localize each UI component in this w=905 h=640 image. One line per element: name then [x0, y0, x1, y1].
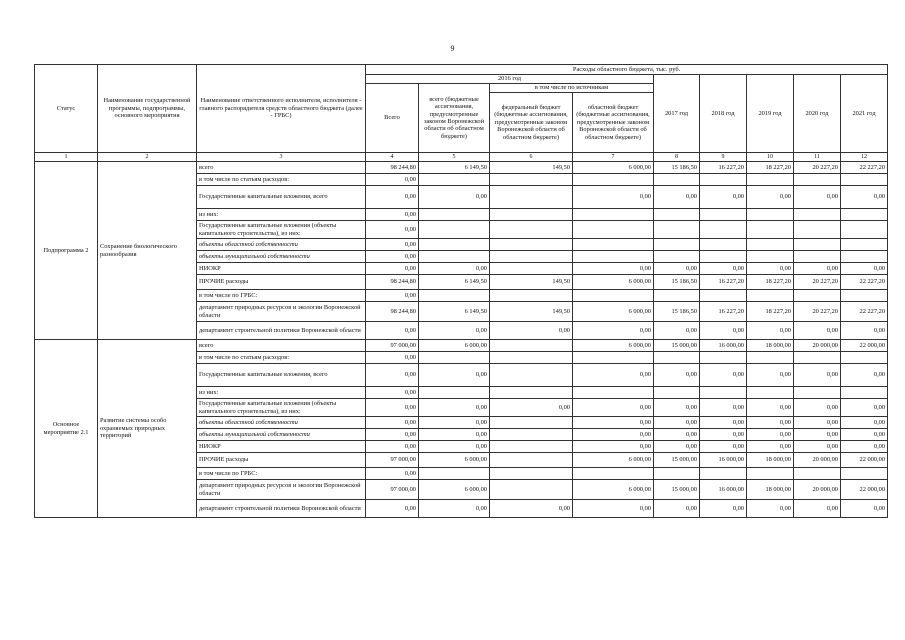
value-cell [490, 387, 573, 399]
value-cell: 0,00 [747, 364, 794, 387]
value-cell [573, 251, 654, 263]
value-cell: 18 227,20 [747, 275, 794, 290]
value-cell: 0,00 [747, 322, 794, 340]
column-index-cell: 7 [573, 153, 654, 162]
value-cell [419, 251, 490, 263]
header-col-all: всего (бюджетные ассигнования, предусмотренные законом Воронежской области об областном бюджете) [419, 84, 490, 153]
value-cell: 0,00 [841, 263, 888, 275]
value-cell: 0,00 [573, 500, 654, 518]
value-cell: 98 244,80 [366, 162, 419, 174]
value-cell: 0,00 [700, 500, 747, 518]
value-cell: 0,00 [366, 174, 419, 186]
value-cell: 0,00 [841, 500, 888, 518]
value-cell: 0,00 [366, 364, 419, 387]
value-cell [573, 209, 654, 221]
value-cell [419, 387, 490, 399]
header-2017: 2017 год [654, 75, 700, 153]
value-cell [794, 174, 841, 186]
value-cell [747, 239, 794, 251]
table-row [35, 162, 888, 174]
value-cell: 15 000,00 [654, 453, 700, 468]
header-year-2016: 2016 год [366, 75, 654, 84]
value-cell: 0,00 [794, 263, 841, 275]
value-cell: 98 244,80 [366, 302, 419, 322]
value-cell [573, 174, 654, 186]
value-cell: 149,50 [490, 275, 573, 290]
value-cell [490, 468, 573, 480]
value-cell: 0,00 [654, 263, 700, 275]
row-label: в том числе по статьям расходов: [197, 174, 366, 186]
value-cell: 0,00 [573, 441, 654, 453]
value-cell [841, 468, 888, 480]
header-total: Всего [366, 84, 419, 153]
value-cell [654, 174, 700, 186]
value-cell: 0,00 [794, 417, 841, 429]
value-cell: 0,00 [747, 500, 794, 518]
value-cell [490, 221, 573, 239]
value-cell: 0,00 [366, 429, 419, 441]
value-cell: 15 186,50 [654, 275, 700, 290]
value-cell: 0,00 [419, 500, 490, 518]
value-cell: 16 000,00 [700, 340, 747, 352]
value-cell: 0,00 [747, 417, 794, 429]
value-cell: 0,00 [419, 399, 490, 417]
value-cell: 0,00 [700, 186, 747, 209]
value-cell: 97 000,00 [366, 480, 419, 500]
row-label: департамент строительной политики Воронежской области [197, 322, 366, 340]
row-label: всего [197, 162, 366, 174]
column-index-cell: 4 [366, 153, 419, 162]
value-cell: 6 000,00 [573, 453, 654, 468]
group-name: Развитие системы особо охраняемых природных территорий [98, 340, 197, 518]
value-cell: 0,00 [841, 186, 888, 209]
value-cell: 0,00 [573, 322, 654, 340]
value-cell [490, 429, 573, 441]
value-cell: 0,00 [794, 441, 841, 453]
value-cell: 0,00 [366, 322, 419, 340]
value-cell [747, 387, 794, 399]
value-cell [654, 209, 700, 221]
value-cell [654, 468, 700, 480]
value-cell [419, 352, 490, 364]
row-label: объекты областной собственности [197, 417, 366, 429]
value-cell [841, 239, 888, 251]
value-cell: 22 000,00 [841, 480, 888, 500]
value-cell [794, 290, 841, 302]
value-cell: 6 000,00 [573, 302, 654, 322]
value-cell: 0,00 [366, 441, 419, 453]
value-cell [654, 352, 700, 364]
column-index-cell: 11 [794, 153, 841, 162]
value-cell [841, 251, 888, 263]
value-cell: 15 186,50 [654, 302, 700, 322]
value-cell [654, 251, 700, 263]
value-cell: 0,00 [700, 429, 747, 441]
value-cell: 22 227,20 [841, 275, 888, 290]
value-cell: 15 186,50 [654, 162, 700, 174]
value-cell: 6 000,00 [419, 453, 490, 468]
value-cell: 22 227,20 [841, 302, 888, 322]
value-cell: 20 000,00 [794, 453, 841, 468]
value-cell: 149,50 [490, 162, 573, 174]
value-cell: 15 000,00 [654, 340, 700, 352]
row-label: Государственные капитальные вложения, всего [197, 186, 366, 209]
value-cell: 6 149,50 [419, 162, 490, 174]
value-cell: 0,00 [841, 441, 888, 453]
value-cell: 0,00 [747, 263, 794, 275]
value-cell [419, 209, 490, 221]
value-cell [573, 468, 654, 480]
value-cell: 18 000,00 [747, 480, 794, 500]
row-label: объекты муниципальной собственности [197, 429, 366, 441]
header-by-sources: в том числе по источникам [490, 84, 654, 93]
value-cell [794, 251, 841, 263]
column-index-cell: 1 [35, 153, 98, 162]
value-cell: 6 000,00 [573, 480, 654, 500]
value-cell: 0,00 [654, 322, 700, 340]
value-cell: 16 227,20 [700, 275, 747, 290]
value-cell [700, 468, 747, 480]
value-cell [841, 209, 888, 221]
column-index-cell: 6 [490, 153, 573, 162]
row-label: департамент природных ресурсов и экологии Воронежской области [197, 480, 366, 500]
value-cell: 0,00 [700, 441, 747, 453]
value-cell: 22 000,00 [841, 453, 888, 468]
value-cell: 16 000,00 [700, 453, 747, 468]
value-cell [747, 468, 794, 480]
value-cell: 6 000,00 [573, 275, 654, 290]
column-index-cell: 2 [98, 153, 197, 162]
value-cell: 20 000,00 [794, 480, 841, 500]
header-col-regional: областной бюджет (бюджетные ассигнования, предусмотренные законом Воронежской области об областном бюджете) [573, 93, 654, 153]
value-cell [794, 387, 841, 399]
value-cell: 0,00 [841, 322, 888, 340]
value-cell: 0,00 [654, 399, 700, 417]
value-cell: 22 000,00 [841, 340, 888, 352]
value-cell: 0,00 [419, 429, 490, 441]
table-body [35, 162, 888, 518]
value-cell: 6 000,00 [573, 340, 654, 352]
value-cell: 0,00 [366, 186, 419, 209]
header-executor: Наименование ответственного исполнителя, исполнителя - главного распорядителя средств областного бюджета (далее - ГРБС) [197, 65, 366, 153]
value-cell [573, 290, 654, 302]
value-cell: 0,00 [700, 417, 747, 429]
value-cell [794, 239, 841, 251]
row-label: Государственные капитальные вложения (объекты капитального строительства), из них: [197, 221, 366, 239]
row-label: ПРОЧИЕ расходы [197, 275, 366, 290]
value-cell: 0,00 [366, 399, 419, 417]
row-label: департамент природных ресурсов и экологии Воронежской области [197, 302, 366, 322]
value-cell [747, 221, 794, 239]
value-cell: 0,00 [573, 364, 654, 387]
value-cell [700, 209, 747, 221]
value-cell: 0,00 [747, 186, 794, 209]
value-cell: 16 000,00 [700, 480, 747, 500]
column-index-cell: 5 [419, 153, 490, 162]
row-label: всего [197, 340, 366, 352]
value-cell [490, 352, 573, 364]
value-cell: 0,00 [490, 399, 573, 417]
value-cell: 6 149,50 [419, 302, 490, 322]
value-cell [794, 209, 841, 221]
value-cell [841, 174, 888, 186]
value-cell: 0,00 [573, 399, 654, 417]
value-cell: 0,00 [700, 399, 747, 417]
value-cell [700, 221, 747, 239]
value-cell [419, 174, 490, 186]
value-cell [747, 174, 794, 186]
value-cell: 0,00 [654, 186, 700, 209]
value-cell: 20 227,20 [794, 275, 841, 290]
value-cell [654, 221, 700, 239]
value-cell: 98 244,80 [366, 275, 419, 290]
value-cell [794, 468, 841, 480]
value-cell [654, 290, 700, 302]
header-status: Статус [35, 65, 98, 153]
value-cell: 16 227,20 [700, 162, 747, 174]
value-cell: 0,00 [419, 263, 490, 275]
budget-table [34, 64, 888, 518]
value-cell: 0,00 [490, 322, 573, 340]
value-cell: 18 227,20 [747, 302, 794, 322]
value-cell [841, 387, 888, 399]
value-cell [841, 221, 888, 239]
value-cell [490, 186, 573, 209]
value-cell: 0,00 [573, 417, 654, 429]
value-cell: 0,00 [794, 186, 841, 209]
row-label: объекты муниципальной собственности [197, 251, 366, 263]
value-cell: 0,00 [700, 263, 747, 275]
value-cell: 0,00 [654, 429, 700, 441]
value-cell: 0,00 [573, 186, 654, 209]
value-cell [654, 387, 700, 399]
value-cell [490, 340, 573, 352]
value-cell [747, 352, 794, 364]
value-cell [490, 417, 573, 429]
value-cell: 149,50 [490, 302, 573, 322]
value-cell: 0,00 [366, 352, 419, 364]
header-program-name: Наименование государственной программы, подпрограммы, основного мероприятия [98, 65, 197, 153]
value-cell: 18 227,20 [747, 162, 794, 174]
row-label: в том числе по ГРБС: [197, 290, 366, 302]
table-row [35, 340, 888, 352]
value-cell: 0,00 [419, 441, 490, 453]
table-header [35, 65, 888, 153]
value-cell [654, 239, 700, 251]
value-cell [490, 480, 573, 500]
row-label: НИОКР [197, 263, 366, 275]
header-2021: 2021 год [841, 75, 888, 153]
row-label: из них: [197, 387, 366, 399]
value-cell [747, 251, 794, 263]
value-cell: 0,00 [794, 399, 841, 417]
value-cell: 0,00 [366, 417, 419, 429]
value-cell: 20 000,00 [794, 340, 841, 352]
value-cell: 0,00 [366, 239, 419, 251]
value-cell: 0,00 [366, 251, 419, 263]
value-cell [490, 174, 573, 186]
value-cell [841, 290, 888, 302]
row-label: департамент строительной политики Воронежской области [197, 500, 366, 518]
value-cell: 20 227,20 [794, 162, 841, 174]
value-cell: 0,00 [573, 429, 654, 441]
value-cell [419, 468, 490, 480]
value-cell: 0,00 [700, 364, 747, 387]
column-index-cell: 8 [654, 153, 700, 162]
value-cell [747, 209, 794, 221]
value-cell: 0,00 [700, 322, 747, 340]
group-name: Сохранение биологического разнообразия [98, 162, 197, 340]
header-col-federal: федеральный бюджет (бюджетные ассигнования, предусмотренные законом Воронежской области об областном бюджете) [490, 93, 573, 153]
value-cell: 0,00 [419, 364, 490, 387]
value-cell [419, 221, 490, 239]
value-cell: 6 149,50 [419, 275, 490, 290]
value-cell [841, 352, 888, 364]
value-cell: 0,00 [841, 429, 888, 441]
value-cell: 0,00 [654, 441, 700, 453]
row-label: в том числе по ГРБС: [197, 468, 366, 480]
value-cell: 0,00 [573, 263, 654, 275]
value-cell: 16 227,20 [700, 302, 747, 322]
value-cell: 0,00 [794, 500, 841, 518]
row-label: в том числе по статьям расходов: [197, 352, 366, 364]
value-cell: 6 000,00 [419, 480, 490, 500]
value-cell [490, 364, 573, 387]
value-cell: 0,00 [747, 441, 794, 453]
column-index-cell: 10 [747, 153, 794, 162]
group-status: Подпрограмма 2 [35, 162, 98, 340]
page-number: 9 [450, 44, 455, 53]
header-2018: 2018 год [700, 75, 747, 153]
value-cell [490, 209, 573, 221]
value-cell [700, 174, 747, 186]
column-index-cell: 12 [841, 153, 888, 162]
value-cell: 97 000,00 [366, 453, 419, 468]
value-cell: 6 000,00 [573, 162, 654, 174]
value-cell: 0,00 [490, 500, 573, 518]
value-cell: 22 227,20 [841, 162, 888, 174]
value-cell: 0,00 [366, 387, 419, 399]
value-cell [490, 263, 573, 275]
value-cell: 0,00 [654, 417, 700, 429]
value-cell: 0,00 [841, 417, 888, 429]
value-cell [490, 290, 573, 302]
value-cell [700, 352, 747, 364]
value-cell [573, 352, 654, 364]
value-cell: 0,00 [366, 263, 419, 275]
row-label: НИОКР [197, 441, 366, 453]
value-cell: 0,00 [419, 186, 490, 209]
column-index-row [35, 153, 888, 162]
value-cell [700, 239, 747, 251]
row-label: Государственные капитальные вложения, всего [197, 364, 366, 387]
value-cell: 0,00 [366, 500, 419, 518]
value-cell: 0,00 [654, 500, 700, 518]
value-cell [419, 290, 490, 302]
value-cell [700, 387, 747, 399]
value-cell: 18 000,00 [747, 453, 794, 468]
value-cell: 0,00 [654, 364, 700, 387]
group-status: Основное мероприятие 2.1 [35, 340, 98, 518]
value-cell [490, 441, 573, 453]
column-index-cell: 3 [197, 153, 366, 162]
index-row [35, 153, 888, 162]
column-index-cell: 9 [700, 153, 747, 162]
header-2019: 2019 год [747, 75, 794, 153]
value-cell: 0,00 [841, 399, 888, 417]
header-expenses-title: Расходы областного бюджета, тыс. руб. [366, 65, 888, 75]
value-cell [490, 453, 573, 468]
value-cell [700, 251, 747, 263]
value-cell: 0,00 [794, 322, 841, 340]
value-cell: 0,00 [419, 417, 490, 429]
value-cell: 18 000,00 [747, 340, 794, 352]
value-cell: 6 000,00 [419, 340, 490, 352]
value-cell: 0,00 [794, 429, 841, 441]
value-cell [573, 221, 654, 239]
row-label: ПРОЧИЕ расходы [197, 453, 366, 468]
value-cell [573, 387, 654, 399]
value-cell: 0,00 [841, 364, 888, 387]
value-cell: 0,00 [366, 290, 419, 302]
value-cell [794, 352, 841, 364]
value-cell: 0,00 [794, 364, 841, 387]
row-label: из них: [197, 209, 366, 221]
header-2020: 2020 год [794, 75, 841, 153]
row-label: Государственные капитальные вложения (объекты капитального строительства), из них: [197, 399, 366, 417]
value-cell: 0,00 [366, 209, 419, 221]
value-cell [490, 239, 573, 251]
value-cell: 0,00 [366, 221, 419, 239]
value-cell: 97 000,00 [366, 340, 419, 352]
value-cell [794, 221, 841, 239]
value-cell [490, 251, 573, 263]
value-cell [419, 239, 490, 251]
value-cell [700, 290, 747, 302]
value-cell: 0,00 [419, 322, 490, 340]
value-cell: 0,00 [747, 399, 794, 417]
value-cell: 0,00 [366, 468, 419, 480]
value-cell: 0,00 [747, 429, 794, 441]
row-label: объекты областной собственности [197, 239, 366, 251]
value-cell [573, 239, 654, 251]
value-cell: 15 000,00 [654, 480, 700, 500]
value-cell: 20 227,20 [794, 302, 841, 322]
value-cell [747, 290, 794, 302]
